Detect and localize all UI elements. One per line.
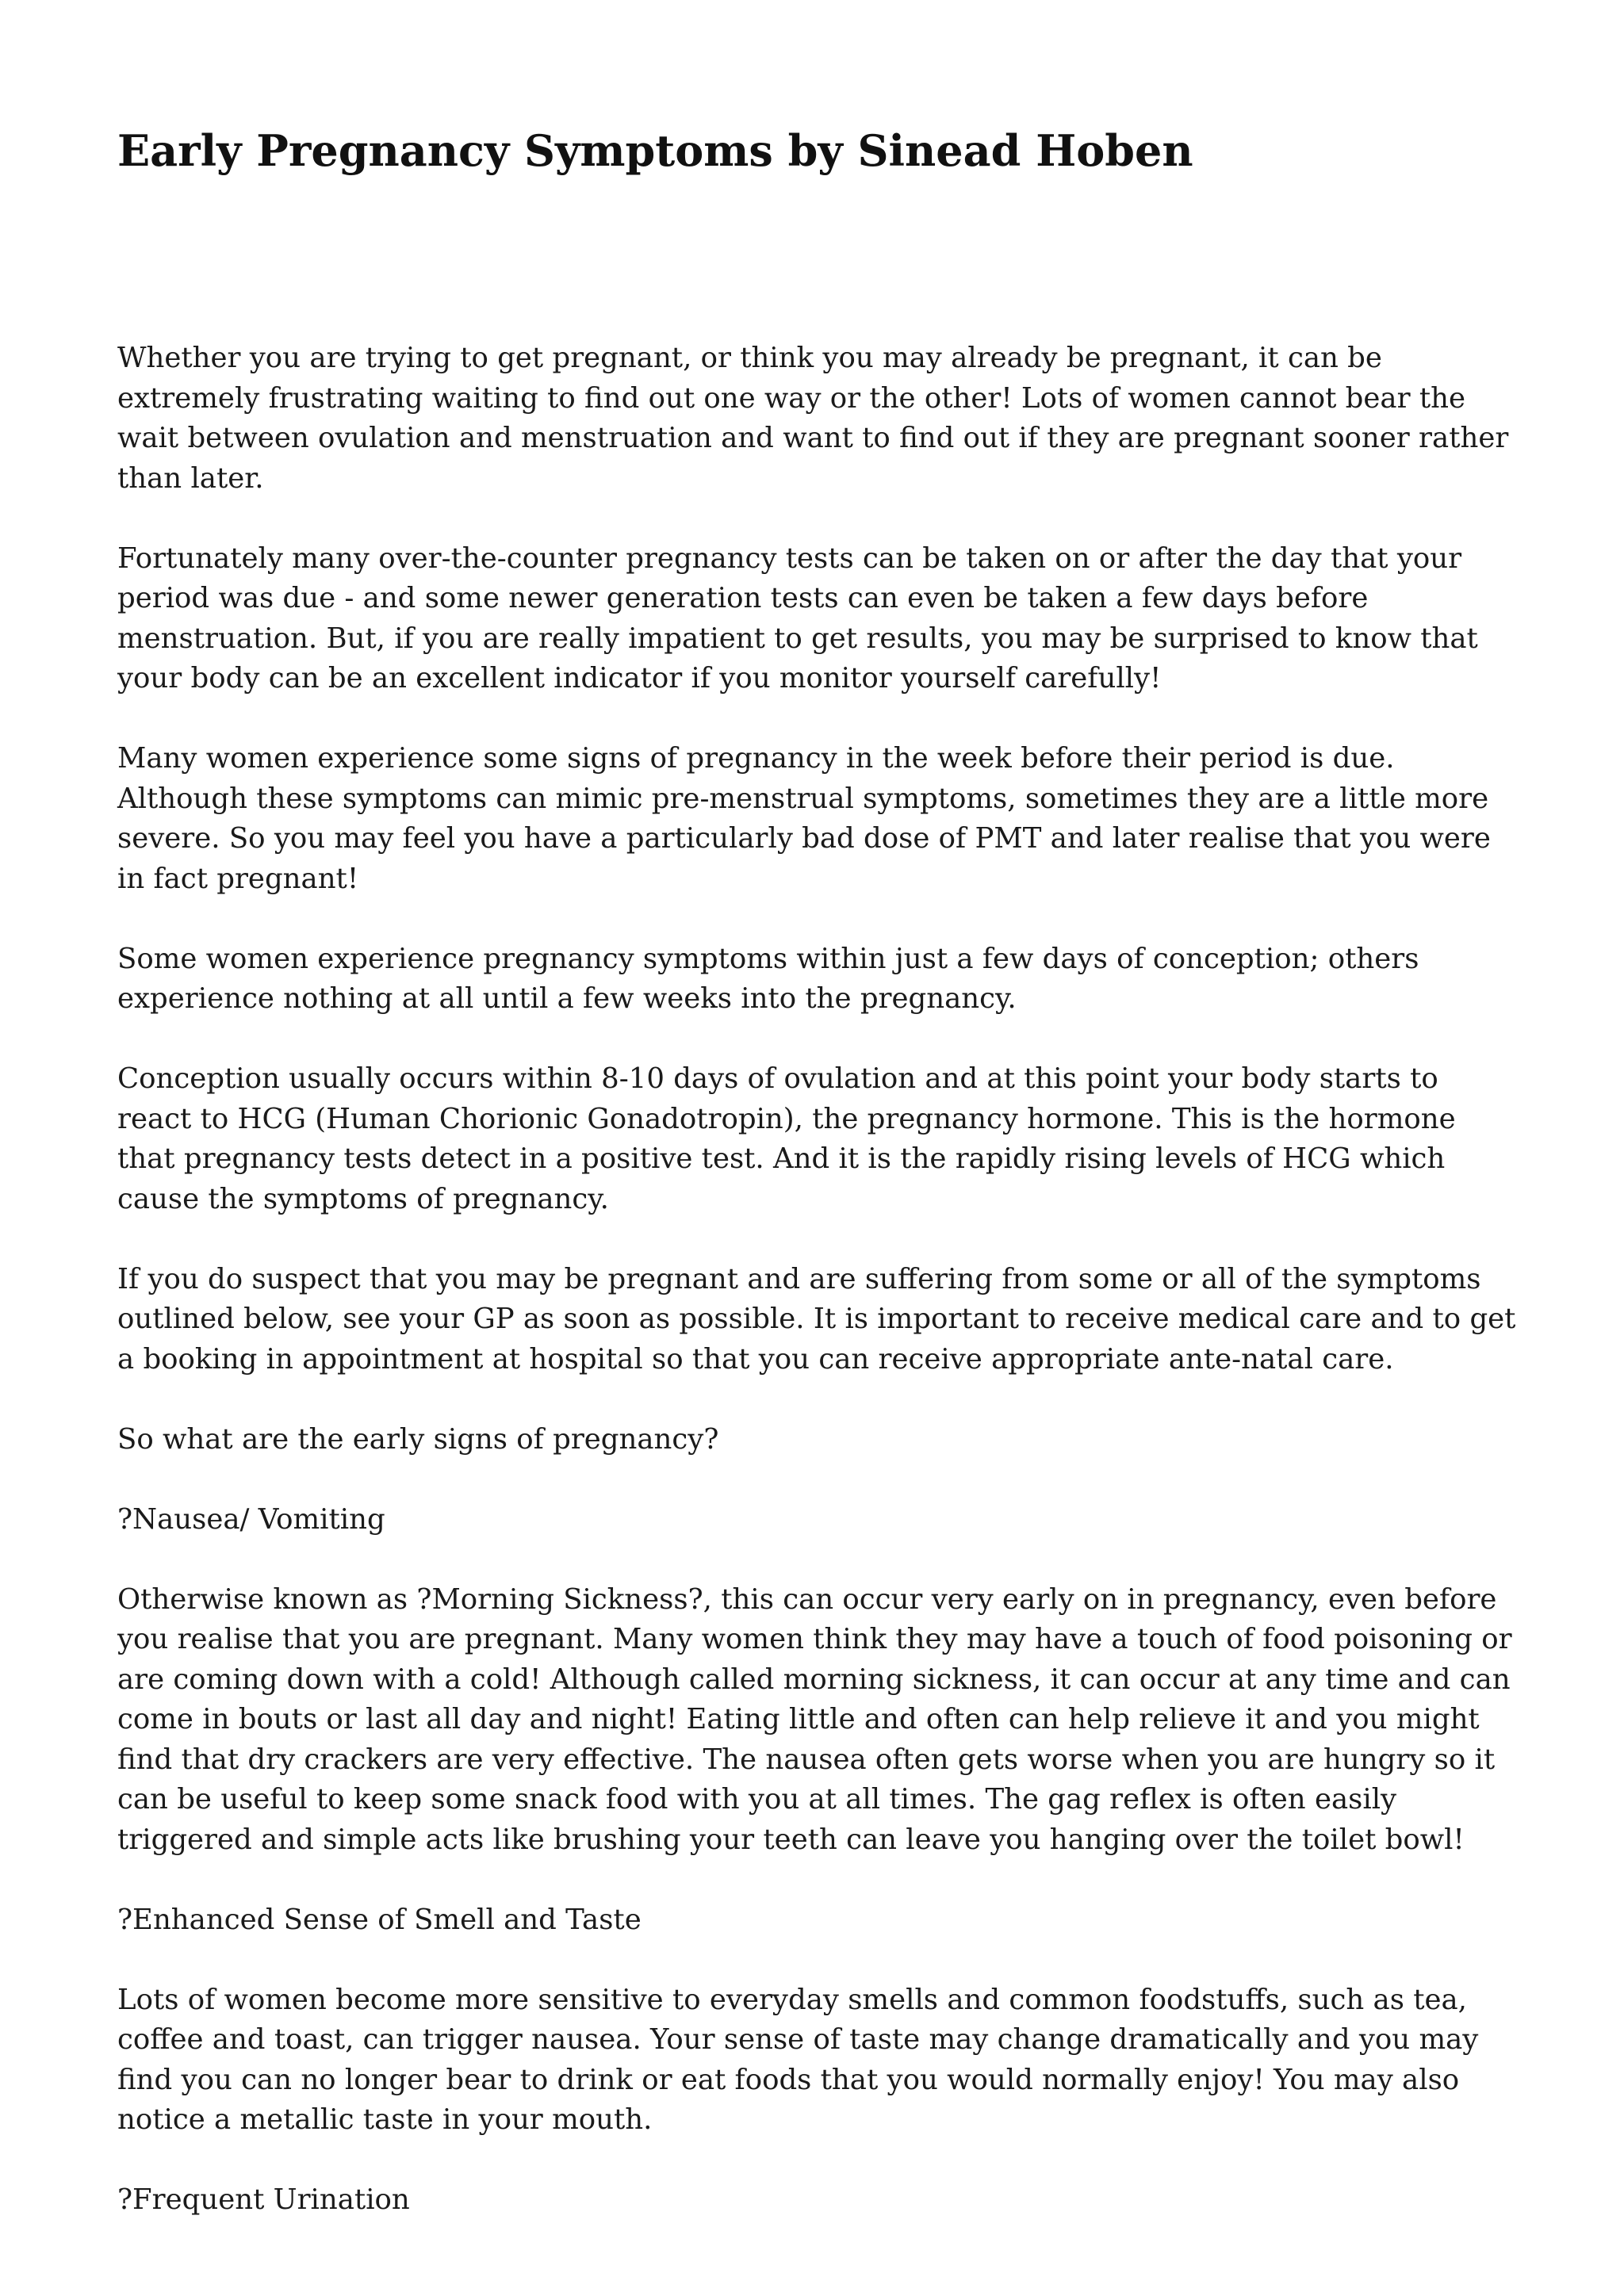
document-body (117, 339, 1519, 2260)
paragraph-nausea: Otherwise known as ?Morning Sickness?, this can occur very early on in pregnancy, even before you realise that you are pregnant. Many women think they may have a touch of food poisoning or are coming down with a cold! Although called morning sickness, it can occur at any time and can come in bouts or last all day and night! Eating little and often can help relieve it and you might find that dry crackers are very effective. The nausea often gets worse when you are hungry so it can be useful to keep some snack food with you at all times. The gag reflex is often easily triggered and simple acts like brushing your teeth can leave you hanging over the toilet bowl! (117, 1582, 1512, 1856)
paragraph-intro: Whether you are trying to get pregnant, or think you may already be pregnant, it can be extremely frustrating waiting to find out one way or the other! Lots of women cannot bear the wait between ovulation and menstruation and want to find out if they are pregnant sooner rather than later. (117, 342, 1509, 495)
section-heading-urination: ?Frequent Urination (117, 2183, 410, 2216)
paragraph-see-gp: If you do suspect that you may be pregnant and are suffering from some or all of the symptoms outlined below, see your GP as soon as possible. It is important to receive medical care and to get a booking in appointment at hospital so that you can receive appropriate ante-natal care. (117, 1262, 1516, 1376)
document-title: Early Pregnancy Symptoms by Sinead Hoben (117, 125, 1193, 176)
paragraph-timing: Some women experience pregnancy symptoms within just a few days of conception; others experience nothing at all until a few weeks into the pregnancy. (117, 942, 1419, 1015)
paragraph-conception-hcg: Conception usually occurs within 8-10 days of ovulation and at this point your body starts to react to HCG (Human Chorionic Gonadotropin), the pregnancy hormone. This is the hormone that pregnancy tests detect in a positive test. And it is the rapidly rising levels of HCG which cause the symptoms of pregnancy. (117, 1062, 1456, 1215)
paragraph-signs-before-period: Many women experience some signs of pregnancy in the week before their period is due. Although these symptoms can mimic pre-menstrual symptoms, sometimes they are a little more severe. So you may feel you have a particularly bad dose of PMT and later realise that you were in fact pregnant! (117, 742, 1491, 895)
section-heading-nausea: ?Nausea/ Vomiting (117, 1502, 385, 1536)
section-heading-smell-taste: ?Enhanced Sense of Smell and Taste (117, 1903, 642, 1936)
paragraph-question: So what are the early signs of pregnancy? (117, 1422, 719, 1456)
paragraph-smell-taste: Lots of women become more sensitive to everyday smells and common foodstuffs, such as tea, coffee and toast, can trigger nausea. Your sense of taste may change dramatically and you may find you can no longer bear to drink or eat foods that you would normally enjoy! You may also notice a metallic taste in your mouth. (117, 1983, 1479, 2136)
paragraph-tests: Fortunately many over-the-counter pregnancy tests can be taken on or after the day that your period was due - and some newer generation tests can even be taken a few days before menstruation. But, if you are really impatient to get results, you may be surprised to know that your body can be an excellent indicator if you monitor yourself carefully! (117, 541, 1478, 695)
